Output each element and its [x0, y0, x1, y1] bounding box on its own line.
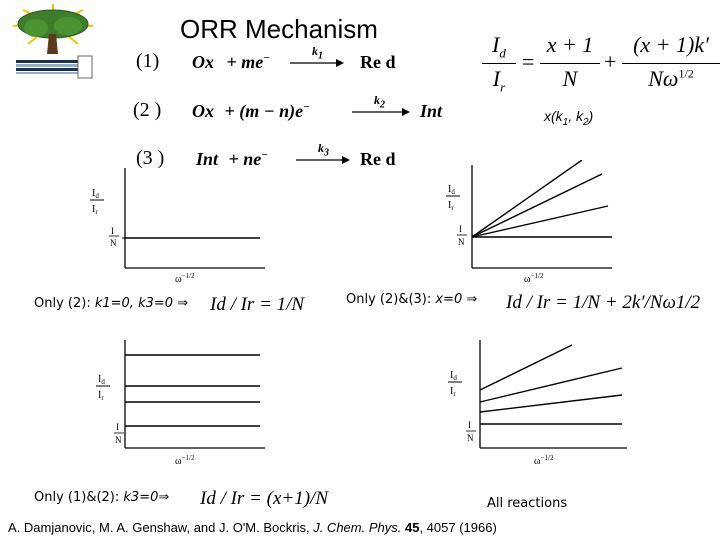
plot-axes	[125, 340, 265, 448]
plot-line-1	[472, 160, 582, 237]
y-label-den: $I_r$	[98, 390, 104, 402]
reaction-1-arrow	[290, 56, 346, 74]
plot-only-2	[80, 168, 280, 298]
reaction-1-product: Re d	[360, 52, 396, 72]
y-label-num: $I_d$	[450, 370, 457, 382]
intercept-num: I	[116, 422, 119, 432]
plot-axes	[480, 340, 627, 448]
intercept-den: N	[115, 435, 122, 445]
plot-axes	[472, 165, 612, 268]
caption-only-1-2-formula: Id / Ir = (x+1)/N	[200, 488, 329, 509]
x-label: $\omega^{-1/2}$	[175, 454, 195, 467]
y-label-den: $I_r$	[92, 204, 98, 216]
caption-only-2-3-formula: Id / Ir = 1/N + 2k′/Nω1/2	[506, 292, 701, 313]
caption-only-2-3: Only (2)&(3): x=0 ⇒	[346, 292, 478, 307]
reaction-1-number: (1)	[136, 50, 160, 72]
y-label-num: $I_d$	[98, 374, 105, 386]
reaction-2-product: Int	[420, 101, 443, 121]
intercept-num: I	[459, 224, 462, 234]
reaction-2-arrow	[352, 105, 412, 123]
reaction-2: Ox + (m − n)e− $k_2$	[192, 93, 385, 121]
reaction-2-number: (2 )	[133, 99, 162, 121]
x-label: $\omega^{-1/2}$	[534, 454, 554, 467]
plot-axes	[125, 168, 265, 268]
y-label-num: $I_d$	[92, 188, 99, 200]
caption-only-2-formula: Id / Ir = 1/N	[210, 294, 305, 315]
caption-all-reactions: All reactions	[487, 496, 568, 511]
plot-only-2-3	[442, 160, 642, 290]
reaction-3-arrow	[296, 153, 352, 171]
intercept-den: N	[110, 238, 117, 248]
y-label-den: $I_r$	[450, 386, 456, 398]
caption-only-2: Only (2): k1=0, k3=0 ⇒	[34, 296, 189, 311]
main-equation: $I_d$ $I_r$ = x + 1 N + (x + 1)k′ $N\omega^{1/2}$	[482, 32, 718, 98]
plot-only-1-2	[80, 340, 280, 475]
intercept-den: N	[467, 433, 474, 443]
plot-all-reactions	[442, 340, 642, 475]
intercept-den: N	[458, 237, 465, 247]
caption-only-1-2: Only (1)&(2): k3=0⇒	[34, 490, 170, 505]
intercept-num: I	[468, 420, 471, 430]
logo	[8, 4, 98, 82]
y-label-num: $I_d$	[448, 184, 455, 196]
x-label: $\omega^{-1/2}$	[524, 272, 544, 285]
reaction-1: Ox + me− $k_1$	[192, 44, 323, 72]
x-dependency-note: $x(k_1$, $k_2$)	[544, 108, 594, 128]
plot-line-3	[472, 206, 608, 237]
intercept-num: I	[111, 226, 114, 236]
y-label-den: $I_r$	[448, 200, 454, 212]
x-label: $\omega^{-1/2}$	[175, 272, 195, 285]
plot-line-2	[472, 174, 602, 237]
reaction-3-number: (3 )	[136, 147, 165, 169]
reaction-3: Int + ne− $k_3$	[196, 141, 329, 169]
page-title: ORR Mechanism	[180, 14, 378, 44]
tree-logo-icon	[8, 4, 98, 82]
citation: A. Damjanovic, M. A. Genshaw, and J. O'M. Bockris, J. Chem. Phys. 45, 4057 (1966)	[8, 520, 497, 535]
reaction-3-product: Re d	[360, 149, 396, 169]
